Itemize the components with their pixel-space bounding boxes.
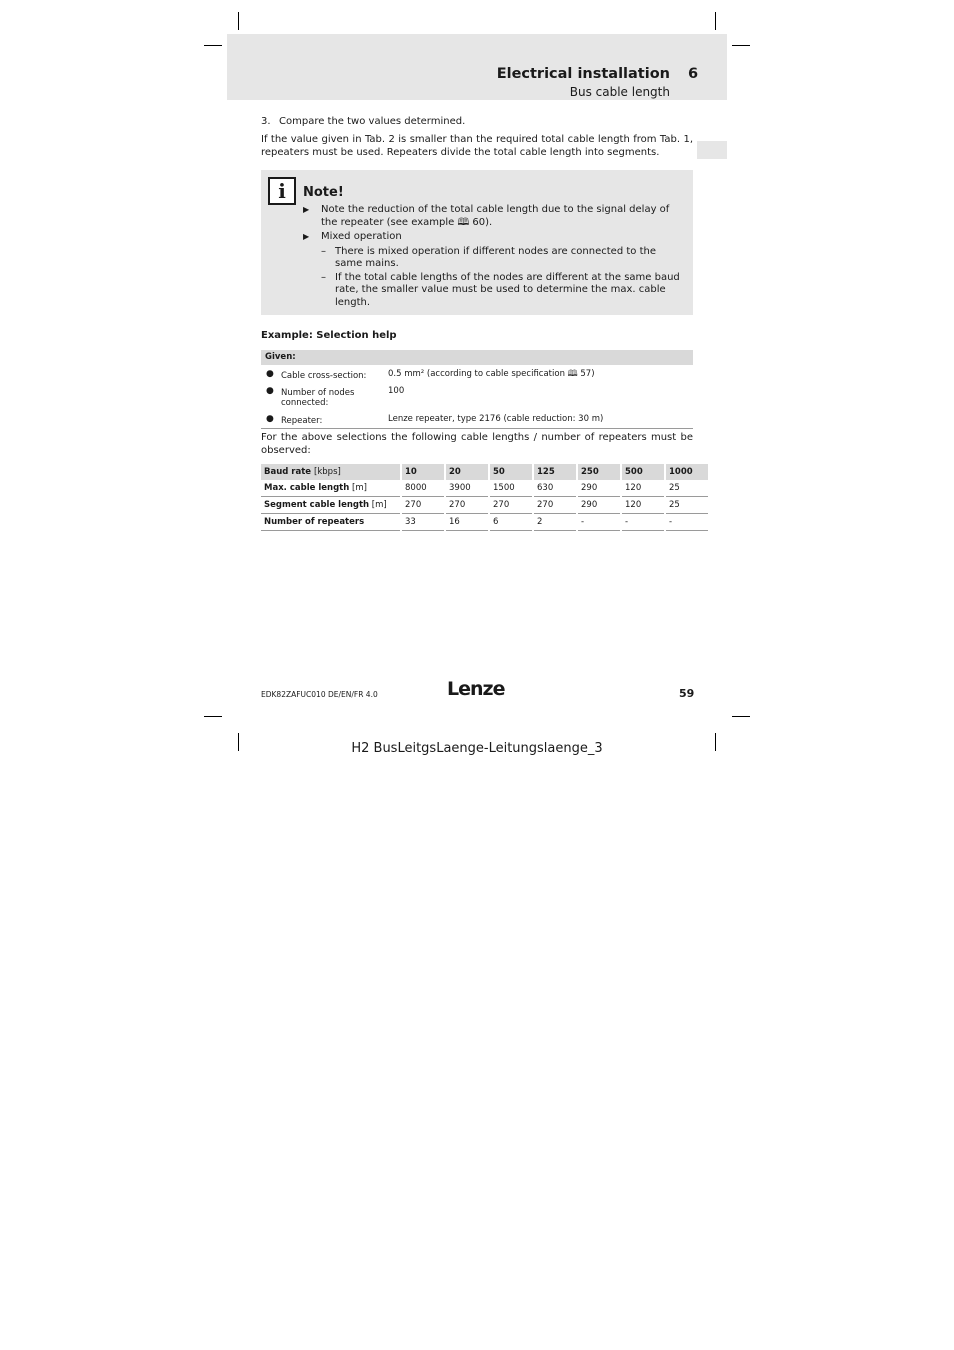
- page-caption: H2 BusLeitgsLaenge-Leitungslaenge_3: [351, 741, 603, 756]
- lenze-logo: Lenze: [447, 678, 505, 700]
- table-cell: 270: [402, 497, 444, 514]
- table-cell: 270: [446, 497, 488, 514]
- bullet-dot: ●: [266, 369, 274, 379]
- step-text: Compare the two values determined.: [279, 116, 466, 127]
- table-cell: 290: [578, 480, 620, 497]
- triangle-bullet-icon: ▶: [303, 232, 310, 241]
- note-title: Note!: [303, 185, 344, 200]
- given-row-label: Repeater:: [281, 416, 323, 426]
- note-bullet-text: Mixed operation: [321, 231, 402, 242]
- table-cell: 3900: [446, 480, 488, 497]
- note-sub-text: If the total cable lengths of the nodes are different at the same baud rate, the smaller value must be used to determine the max. cable length.: [335, 271, 680, 308]
- table-row-label: Segment cable length [m]: [261, 497, 400, 514]
- table-header-cell: 500: [622, 464, 664, 480]
- cable-length-table: [259, 464, 710, 531]
- table-header-cell: 125: [534, 464, 576, 480]
- paragraph: For the above selections the following cable lengths / number of repeaters must be observed:: [261, 432, 693, 456]
- crop-mark: [732, 45, 750, 46]
- note-box: [261, 170, 693, 315]
- note-bullet-text: Note the reduction of the total cable length due to the signal delay of the repeater (see example 🕮 60).: [321, 204, 670, 228]
- given-row-value: 0.5 mm² (according to cable specification 🕮 57): [388, 369, 595, 379]
- given-row-value: 100: [388, 386, 405, 396]
- table-header-row: [261, 464, 708, 480]
- given-row-label: Cable cross-section:: [281, 371, 367, 381]
- crop-mark: [204, 45, 222, 46]
- table-header-cell: 50: [490, 464, 532, 480]
- section-subtitle: Bus cable length: [569, 85, 670, 99]
- table-cell: 6: [490, 514, 532, 531]
- note-sub-item: [303, 272, 683, 310]
- table-cell: 120: [622, 480, 664, 497]
- table-cell: -: [622, 514, 664, 531]
- given-row-value: Lenze repeater, type 2176 (cable reduction: 30 m): [388, 414, 604, 424]
- table-cell: 1500: [490, 480, 532, 497]
- bullet-dot: ●: [266, 386, 274, 396]
- given-row-label: Number of nodes connected:: [281, 388, 355, 408]
- given-header: [261, 350, 693, 365]
- table-cell: 16: [446, 514, 488, 531]
- info-icon: i: [268, 177, 296, 205]
- note-body: [303, 204, 683, 310]
- table-cell: 25: [666, 497, 708, 514]
- table-cell: 8000: [402, 480, 444, 497]
- divider: [261, 428, 693, 429]
- step-item: [261, 116, 693, 129]
- table-header-cell: 250: [578, 464, 620, 480]
- table-row-label: Number of repeaters: [261, 514, 400, 531]
- page-number: 59: [679, 687, 695, 700]
- step-number: 3.: [261, 116, 271, 127]
- table-header-cell: 20: [446, 464, 488, 480]
- table-header-cell: 10: [402, 464, 444, 480]
- note-sub-text: There is mixed operation if different nodes are connected to the same mains.: [335, 245, 656, 269]
- table-row: [261, 497, 708, 514]
- table-cell: -: [578, 514, 620, 531]
- dash-bullet: –: [321, 245, 326, 257]
- table-cell: -: [666, 514, 708, 531]
- table-row: [261, 514, 708, 531]
- table-cell: 2: [534, 514, 576, 531]
- example-heading: Example: Selection help: [261, 330, 397, 341]
- crop-mark: [715, 12, 716, 30]
- bullet-dot: ●: [266, 414, 274, 424]
- note-sub-item: [303, 246, 683, 271]
- table-row: [261, 480, 708, 497]
- table-cell: 25: [666, 480, 708, 497]
- note-bullet: [303, 231, 683, 244]
- chapter-number: 6: [688, 66, 699, 82]
- crop-mark: [204, 716, 222, 717]
- document-id: EDK82ZAFUC010 DE/EN/FR 4.0: [261, 690, 378, 699]
- chapter-tab: [697, 141, 727, 159]
- crop-mark: [238, 12, 239, 30]
- triangle-bullet-icon: ▶: [303, 205, 310, 214]
- table-cell: 270: [490, 497, 532, 514]
- table-row-label: Max. cable length [m]: [261, 480, 400, 497]
- paragraph: If the value given in Tab. 2 is smaller than the required total cable length from Tab. 1, repeaters must be used. Repeaters divide the total cable length into segments.: [261, 134, 693, 158]
- table-cell: 120: [622, 497, 664, 514]
- table-cell: 630: [534, 480, 576, 497]
- given-label: Given:: [265, 352, 296, 362]
- table-cell: 270: [534, 497, 576, 514]
- crop-mark: [732, 716, 750, 717]
- table-cell: 33: [402, 514, 444, 531]
- table-header-cell: Baud rate [kbps]: [261, 464, 400, 480]
- table-cell: 290: [578, 497, 620, 514]
- section-title: Electrical installation: [496, 66, 670, 82]
- dash-bullet: –: [321, 271, 326, 283]
- note-bullet: [303, 204, 683, 229]
- table-header-cell: 1000: [666, 464, 708, 480]
